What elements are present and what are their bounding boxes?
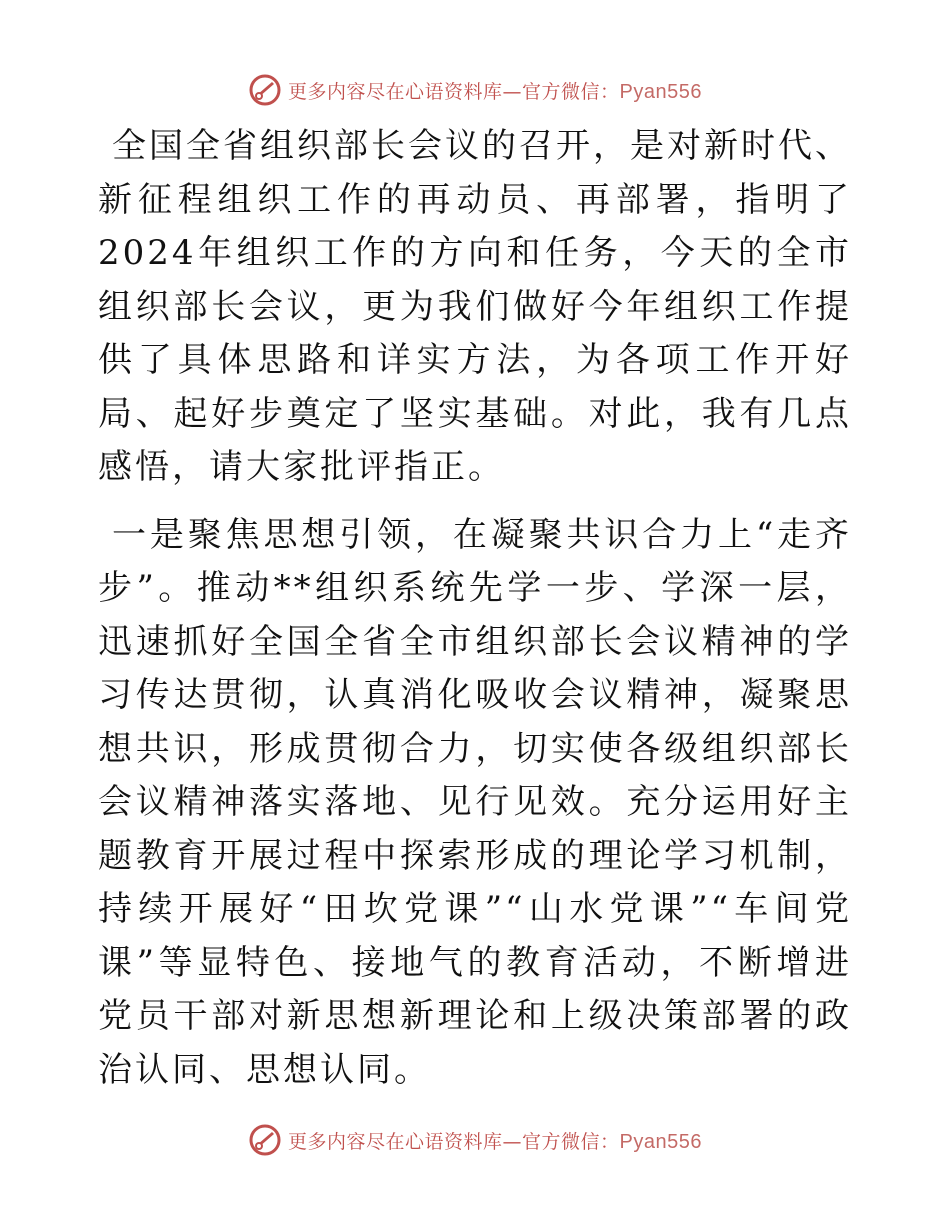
header-banner (0, 70, 950, 110)
header-dash: — (502, 80, 523, 103)
header-wechat-label: 官方微信： (522, 80, 620, 103)
footer-wechat-id: Pyan556 (619, 1130, 702, 1153)
footer-banner-text (288, 1127, 702, 1154)
header-brand-text: 更多内容尽在心语资料库 (288, 80, 503, 103)
document-body (98, 120, 852, 1097)
footer-wechat-label: 官方微信： (522, 1130, 620, 1153)
paragraph-point-one: 一是聚焦思想引领，在凝聚共识合力上“走齐步”。推动**组织系统先学一步、学深一层，迅速抓好全国全省全市组织部长会议精神的学习传达贯彻，认真消化吸收会议精神，凝聚思想共识，形成贯彻合力，切实使各级组织部长会议精神落实落地、见行见效。充分运用好主题教育开展过程中探索形成的理论学习机制，持续开展好“田坎党课”“山水党课”“车间党课”等显特色、接地气的教育活动，不断增进党员干部对新思想新理论和上级决策部署的政治认同、思想认同。 (98, 514, 852, 1090)
brand-logo-icon (248, 1123, 282, 1157)
header-wechat-id: Pyan556 (619, 80, 702, 103)
footer-brand-text: 更多内容尽在心语资料库 (288, 1130, 503, 1153)
brand-logo-icon (248, 73, 282, 107)
footer-dash: — (502, 1130, 523, 1153)
footer-banner (0, 1120, 950, 1160)
header-banner-text (288, 77, 702, 104)
paragraph-intro: 全国全省组织部长会议的召开，是对新时代、新征程组织工作的再动员、再部署，指明了2024年组织工作的方向和任务，今天的全市组织部长会议，更为我们做好今年组织工作提供了具体思路和详实方法，为各项工作开好局、起好步奠定了坚实基础。对此，我有几点感悟，请大家批评指正。 (98, 126, 852, 487)
